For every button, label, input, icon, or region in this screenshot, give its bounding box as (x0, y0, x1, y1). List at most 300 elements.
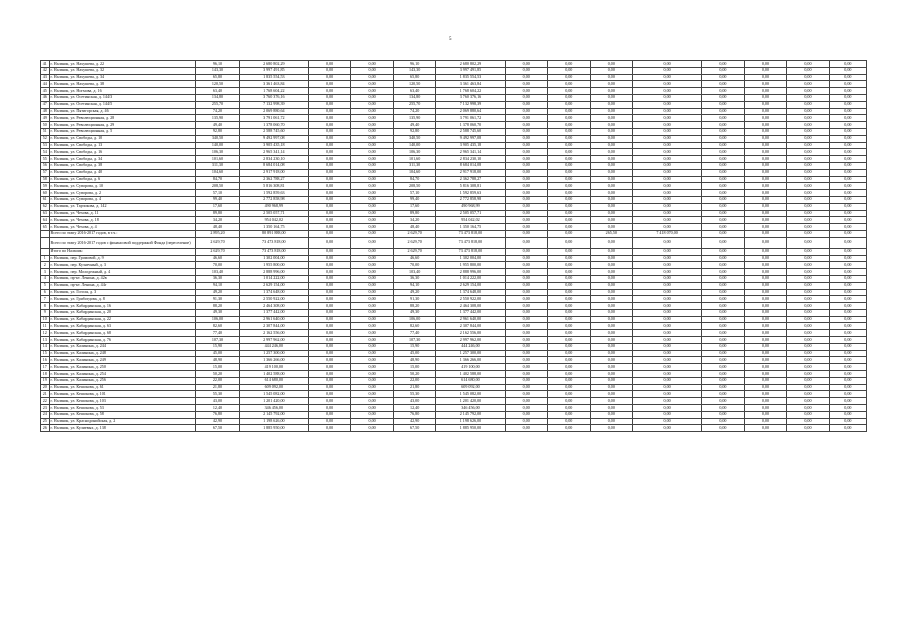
value-cell: 0,00 (744, 303, 787, 310)
value-cell: 0,00 (744, 81, 787, 88)
address-cell: г. Нальчик, пер. Кузнечный, д. 3 (49, 262, 196, 269)
value-cell: 0,00 (308, 330, 351, 337)
value-cell: 0,00 (829, 262, 866, 269)
value-cell: 0,00 (505, 337, 548, 344)
address-cell: г. Нальчик, ул. Кабардинская, д. 22 (49, 316, 196, 323)
value-cell: 0,00 (548, 418, 591, 425)
value-cell: 0,00 (702, 162, 745, 169)
value-cell: 0,00 (829, 303, 866, 310)
value-cell: 42,90 (393, 418, 436, 425)
value-cell: 0,00 (787, 183, 830, 190)
table-row (41, 309, 867, 316)
value-cell: 0,00 (505, 217, 548, 224)
value-cell: 107,30 (196, 337, 240, 344)
value-cell: 1 378 060,70 (239, 122, 308, 129)
row-number: 6 (41, 289, 50, 296)
value-cell: 0,00 (590, 398, 633, 405)
value-cell: 0,00 (829, 364, 866, 371)
value-cell: 2 997 962,00 (436, 337, 505, 344)
value-cell: 0,00 (548, 74, 591, 81)
value-cell: 0,00 (548, 398, 591, 405)
value-cell: 2 772 858,98 (239, 196, 308, 203)
value-cell: 0,00 (505, 391, 548, 398)
value-cell: 0,00 (590, 411, 633, 418)
value-cell: 84,70 (196, 176, 240, 183)
value-cell: 0,00 (308, 262, 351, 269)
value-cell: 0,00 (351, 255, 394, 262)
value-cell: 0,00 (505, 398, 548, 405)
value-cell: 0,00 (308, 88, 351, 95)
table-row (41, 217, 867, 224)
value-cell: 88,20 (393, 303, 436, 310)
value-cell: 2 162 556,00 (436, 330, 505, 337)
value-cell: 3 997 491,85 (239, 67, 308, 74)
value-cell: 1 402 588,00 (239, 371, 308, 378)
value-cell: 0,00 (787, 255, 830, 262)
value-cell: 74,20 (196, 108, 240, 115)
value-cell: 0,00 (633, 405, 702, 412)
value-cell: 0,00 (505, 377, 548, 384)
value-cell: 0,00 (590, 262, 633, 269)
value-cell: 34,20 (196, 217, 240, 224)
value-cell: 0,00 (590, 425, 633, 432)
value-cell: 49,40 (196, 122, 240, 129)
value-cell: 0,00 (590, 67, 633, 74)
value-cell: 0,00 (308, 203, 351, 210)
value-cell: 954 042,02 (436, 217, 505, 224)
value-cell: 0,00 (702, 217, 745, 224)
address-cell: г. Нальчик, ул. Калинина, д. 250 (49, 364, 196, 371)
value-cell: 0,00 (351, 108, 394, 115)
address-cell: г. Нальчик, ул. Суворова, д. 10 (49, 183, 196, 190)
value-cell: 94,10 (393, 282, 436, 289)
value-cell: 0,00 (787, 364, 830, 371)
value-cell: 99,40 (393, 196, 436, 203)
value-cell: 7 418 070,00 (633, 230, 702, 237)
table-row (41, 190, 867, 197)
value-cell: 0,00 (351, 162, 394, 169)
address-cell: г. Нальчик, ул. Ногмова, д. 16 (49, 88, 196, 95)
value-cell: 0,00 (505, 176, 548, 183)
table-row (41, 224, 867, 231)
value-cell: 0,00 (590, 94, 633, 101)
value-cell: 0,00 (787, 122, 830, 129)
value-cell: 1 885 950,00 (239, 425, 308, 432)
value-cell: 0,00 (829, 357, 866, 364)
value-cell: 2 145 792,00 (436, 411, 505, 418)
value-cell: 0,00 (829, 81, 866, 88)
value-cell: 0,00 (829, 343, 866, 350)
value-cell: 0,00 (505, 142, 548, 149)
value-cell: 0,00 (702, 248, 745, 255)
address-cell: г. Нальчик, ул. Нахушева, д. 38 (49, 81, 196, 88)
value-cell: 0,00 (702, 405, 745, 412)
value-cell: 0,00 (505, 224, 548, 231)
row-number: 45 (41, 88, 50, 95)
value-cell: 42,90 (196, 418, 240, 425)
table-row (41, 303, 867, 310)
value-cell: 0,00 (505, 210, 548, 217)
value-cell: 0,00 (308, 237, 351, 248)
value-cell: 2 834 230,10 (436, 156, 505, 163)
value-cell: 0,00 (744, 142, 787, 149)
value-cell: 0,00 (308, 398, 351, 405)
value-cell: 0,00 (702, 391, 745, 398)
value-cell: 444 246,00 (436, 343, 505, 350)
value-cell: 2 588 745,60 (239, 128, 308, 135)
value-cell: 265,50 (590, 230, 633, 237)
table-row (41, 282, 867, 289)
value-cell: 0,00 (744, 343, 787, 350)
value-cell: 0,00 (308, 391, 351, 398)
table-row (41, 269, 867, 276)
address-cell: г. Нальчик, ул. Кешокова, д. 103 (49, 398, 196, 405)
value-cell: 0,00 (744, 122, 787, 129)
value-cell: 0,00 (308, 269, 351, 276)
address-cell: г. Нальчик, ул. Краснодонийская, д. 2 (49, 418, 196, 425)
value-cell: 0,00 (351, 122, 394, 129)
row-number: 61 (41, 196, 50, 203)
table-row (41, 330, 867, 337)
value-cell: 2 888 996,00 (239, 269, 308, 276)
value-cell: 0,00 (351, 330, 394, 337)
table-row (41, 88, 867, 95)
value-cell: 107,30 (393, 337, 436, 344)
row-number: 16 (41, 357, 50, 364)
table-row (41, 162, 867, 169)
value-cell: 0,00 (633, 67, 702, 74)
value-cell: 22,00 (196, 377, 240, 384)
value-cell: 65,80 (196, 74, 240, 81)
value-cell: 12,40 (393, 405, 436, 412)
value-cell: 0,00 (308, 377, 351, 384)
value-cell: 0,00 (633, 377, 702, 384)
row-number: 53 (41, 142, 50, 149)
value-cell: 3 760 376,16 (436, 94, 505, 101)
address-cell: г. Нальчик, ул. Грибоедова, д. 8 (49, 296, 196, 303)
value-cell: 0,00 (590, 405, 633, 412)
value-cell: 0,00 (548, 149, 591, 156)
value-cell: 0,00 (590, 196, 633, 203)
row-number: 21 (41, 391, 50, 398)
value-cell: 0,00 (829, 61, 866, 68)
value-cell: 0,00 (787, 230, 830, 237)
value-cell: 0,00 (590, 391, 633, 398)
value-cell: 0,00 (744, 255, 787, 262)
value-cell: 0,00 (351, 142, 394, 149)
value-cell: 0,00 (633, 169, 702, 176)
value-cell: 2 629,70 (196, 248, 240, 255)
value-cell: 15,00 (393, 364, 436, 371)
value-cell: 0,00 (744, 115, 787, 122)
value-cell: 346 456,00 (436, 405, 505, 412)
value-cell: 2 629,70 (393, 237, 436, 248)
value-cell: 0,00 (633, 217, 702, 224)
address-cell: г. Нальчик, ул. Калинина, д. 248 (49, 350, 196, 357)
table-row (41, 289, 867, 296)
value-cell: 0,00 (702, 384, 745, 391)
address-cell: г. Нальчик, ул. Калинина, д. 244 (49, 343, 196, 350)
value-cell: 0,00 (702, 108, 745, 115)
value-cell: 0,00 (548, 224, 591, 231)
value-cell: 135,90 (393, 115, 436, 122)
value-cell: 1 768 604,22 (436, 88, 505, 95)
value-cell: 0,00 (548, 309, 591, 316)
value-cell: 255,70 (196, 101, 240, 108)
value-cell: 2 069 880,64 (436, 108, 505, 115)
value-cell: 0,00 (590, 237, 633, 248)
value-cell: 0,00 (702, 81, 745, 88)
value-cell: 0,00 (829, 316, 866, 323)
table-row (41, 237, 867, 248)
value-cell: 0,00 (505, 262, 548, 269)
value-cell: 0,00 (548, 323, 591, 330)
value-cell: 0,00 (787, 128, 830, 135)
value-cell: 0,00 (702, 224, 745, 231)
value-cell: 1 198 626,00 (239, 418, 308, 425)
table-row (41, 364, 867, 371)
value-cell: 0,00 (702, 330, 745, 337)
row-number: 49 (41, 115, 50, 122)
row-number: 51 (41, 128, 50, 135)
value-cell: 0,00 (744, 316, 787, 323)
value-cell: 0,00 (351, 275, 394, 282)
address-cell: г. Нальчик, ул. Суворова, д. 2 (49, 190, 196, 197)
value-cell: 2 464 308,00 (436, 303, 505, 310)
value-cell: 0,00 (787, 203, 830, 210)
value-cell: 0,00 (590, 203, 633, 210)
value-cell: 65,80 (393, 74, 436, 81)
value-cell: 0,00 (787, 405, 830, 412)
value-cell: 0,00 (351, 289, 394, 296)
value-cell: 0,00 (744, 190, 787, 197)
value-cell: 0,00 (633, 269, 702, 276)
table-row (41, 94, 867, 101)
value-cell: 0,00 (351, 169, 394, 176)
value-cell: 0,00 (548, 156, 591, 163)
value-cell: 17,60 (196, 203, 240, 210)
value-cell: 0,00 (744, 149, 787, 156)
table-row (41, 296, 867, 303)
row-number: 8 (41, 303, 50, 310)
table-row (41, 101, 867, 108)
value-cell: 106,30 (393, 149, 436, 156)
value-cell: 0,00 (351, 364, 394, 371)
value-cell: 49,20 (393, 289, 436, 296)
value-cell: 48,40 (393, 224, 436, 231)
value-cell: 0,00 (787, 162, 830, 169)
value-cell: 0,00 (505, 411, 548, 418)
row-number: 55 (41, 156, 50, 163)
value-cell: 0,00 (633, 115, 702, 122)
value-cell: 0,00 (829, 210, 866, 217)
value-cell: 0,00 (744, 128, 787, 135)
row-number: 9 (41, 309, 50, 316)
value-cell: 49,30 (393, 309, 436, 316)
table-row (41, 350, 867, 357)
value-cell: 0,00 (829, 176, 866, 183)
table-row (41, 398, 867, 405)
value-cell: 0,00 (702, 101, 745, 108)
value-cell: 0,00 (633, 255, 702, 262)
value-cell: 0,00 (505, 74, 548, 81)
value-cell: 0,00 (633, 411, 702, 418)
value-cell: 0,00 (829, 398, 866, 405)
value-cell: 0,00 (787, 398, 830, 405)
value-cell: 0,00 (505, 61, 548, 68)
value-cell: 73 473 818,00 (239, 237, 308, 248)
value-cell: 0,00 (702, 398, 745, 405)
value-cell: 0,00 (787, 337, 830, 344)
value-cell: 0,00 (548, 61, 591, 68)
table-row (41, 115, 867, 122)
value-cell: 0,00 (351, 384, 394, 391)
value-cell: 2 307 844,00 (436, 323, 505, 330)
value-cell: 0,00 (787, 330, 830, 337)
value-cell: 0,00 (505, 101, 548, 108)
row-number: 11 (41, 323, 50, 330)
address-cell: г. Нальчик, ул. Свободы, д. 38 (49, 162, 196, 169)
value-cell: 0,00 (590, 384, 633, 391)
value-cell: 0,00 (633, 275, 702, 282)
row-number: 43 (41, 74, 50, 81)
value-cell: 0,00 (633, 282, 702, 289)
value-cell: 0,00 (351, 411, 394, 418)
value-cell: 208,50 (196, 183, 240, 190)
value-cell: 1 350 164,75 (436, 224, 505, 231)
value-cell: 0,00 (505, 282, 548, 289)
value-cell: 0,00 (829, 275, 866, 282)
value-cell: 1 955 800,00 (436, 262, 505, 269)
row-number: 52 (41, 135, 50, 142)
value-cell: 0,00 (351, 224, 394, 231)
value-cell: 63,40 (196, 88, 240, 95)
value-cell: 0,00 (744, 357, 787, 364)
value-cell: 2 965 341,14 (436, 149, 505, 156)
value-cell: 2 834 230,10 (239, 156, 308, 163)
row-number: 60 (41, 190, 50, 197)
value-cell: 0,00 (829, 377, 866, 384)
value-cell: 17,60 (393, 203, 436, 210)
value-cell: 0,00 (787, 108, 830, 115)
value-cell: 0,00 (505, 169, 548, 176)
value-cell: 0,00 (829, 128, 866, 135)
value-cell: 2 629,70 (393, 248, 436, 255)
value-cell: 0,00 (744, 309, 787, 316)
value-cell: 2 550 922,00 (436, 296, 505, 303)
value-cell: 1 545 082,00 (239, 391, 308, 398)
value-cell: 0,00 (633, 162, 702, 169)
value-cell: 0,00 (590, 343, 633, 350)
value-cell: 2 961 640,00 (436, 316, 505, 323)
value-cell: 0,00 (633, 108, 702, 115)
table-row (41, 411, 867, 418)
value-cell: 1 201 420,00 (239, 398, 308, 405)
value-cell: 0,00 (829, 115, 866, 122)
value-cell: 0,00 (308, 74, 351, 81)
table-row (41, 248, 867, 255)
value-cell: 74,20 (393, 108, 436, 115)
value-cell: 0,00 (351, 350, 394, 357)
value-cell: 0,00 (633, 176, 702, 183)
value-cell: 0,00 (829, 309, 866, 316)
value-cell: 0,00 (787, 289, 830, 296)
value-cell: 15,90 (196, 343, 240, 350)
value-cell: 0,00 (787, 391, 830, 398)
row-number: 5 (41, 282, 50, 289)
value-cell: 0,00 (308, 337, 351, 344)
row-number: 59 (41, 183, 50, 190)
value-cell: 0,00 (548, 384, 591, 391)
value-cell: 0,00 (505, 230, 548, 237)
value-cell: 0,00 (308, 357, 351, 364)
row-number: 3 (41, 269, 50, 276)
address-cell: г. Нальчик, ул. Калинина, д. 254 (49, 371, 196, 378)
value-cell: 0,00 (308, 135, 351, 142)
value-cell: 0,00 (505, 364, 548, 371)
value-cell: 0,00 (505, 149, 548, 156)
value-cell: 0,00 (787, 350, 830, 357)
value-cell: 0,00 (787, 411, 830, 418)
address-cell: г. Нальчик, ул. Свободы, д. 34 (49, 156, 196, 163)
value-cell: 0,00 (351, 101, 394, 108)
value-cell: 0,00 (351, 303, 394, 310)
value-cell: 0,00 (633, 224, 702, 231)
table-row (41, 337, 867, 344)
value-cell: 614 680,00 (239, 377, 308, 384)
value-cell: 0,00 (590, 210, 633, 217)
value-cell: 1 366 266,00 (436, 357, 505, 364)
row-number: 19 (41, 377, 50, 384)
value-cell: 0,00 (308, 101, 351, 108)
value-cell: 0,00 (590, 88, 633, 95)
address-cell: г. Нальчик, ул. Калинина, д. 249 (49, 357, 196, 364)
value-cell: 0,00 (351, 210, 394, 217)
value-cell: 1 374 648,00 (239, 289, 308, 296)
value-cell: 0,00 (702, 337, 745, 344)
value-cell: 0,00 (351, 88, 394, 95)
address-cell: г. Нальчик, ул. Суворова, д. 4 (49, 196, 196, 203)
row-number: 10 (41, 316, 50, 323)
value-cell: 0,00 (787, 196, 830, 203)
value-cell: 0,00 (505, 350, 548, 357)
table-row (41, 405, 867, 412)
value-cell: 0,00 (633, 237, 702, 248)
value-cell: 7 132 998,39 (436, 101, 505, 108)
value-cell: 73 473 818,00 (239, 248, 308, 255)
value-cell: 0,00 (351, 269, 394, 276)
value-cell: 0,00 (548, 405, 591, 412)
value-cell: 21,80 (393, 384, 436, 391)
value-cell: 0,00 (351, 67, 394, 74)
value-cell: 2 629 154,00 (239, 282, 308, 289)
value-cell: 0,00 (548, 142, 591, 149)
value-cell: 48,90 (393, 357, 436, 364)
value-cell: 0,00 (351, 115, 394, 122)
table-row (41, 122, 867, 129)
value-cell: 0,00 (744, 282, 787, 289)
value-cell: 0,00 (351, 323, 394, 330)
value-cell: 0,00 (308, 230, 351, 237)
value-cell: 134,80 (393, 94, 436, 101)
value-cell: 0,00 (829, 269, 866, 276)
value-cell: 5 816 308,81 (436, 183, 505, 190)
row-number: 65 (41, 224, 50, 231)
value-cell: 0,00 (351, 196, 394, 203)
value-cell: 88,20 (196, 303, 240, 310)
value-cell: 0,00 (702, 230, 745, 237)
value-cell: 0,00 (744, 398, 787, 405)
